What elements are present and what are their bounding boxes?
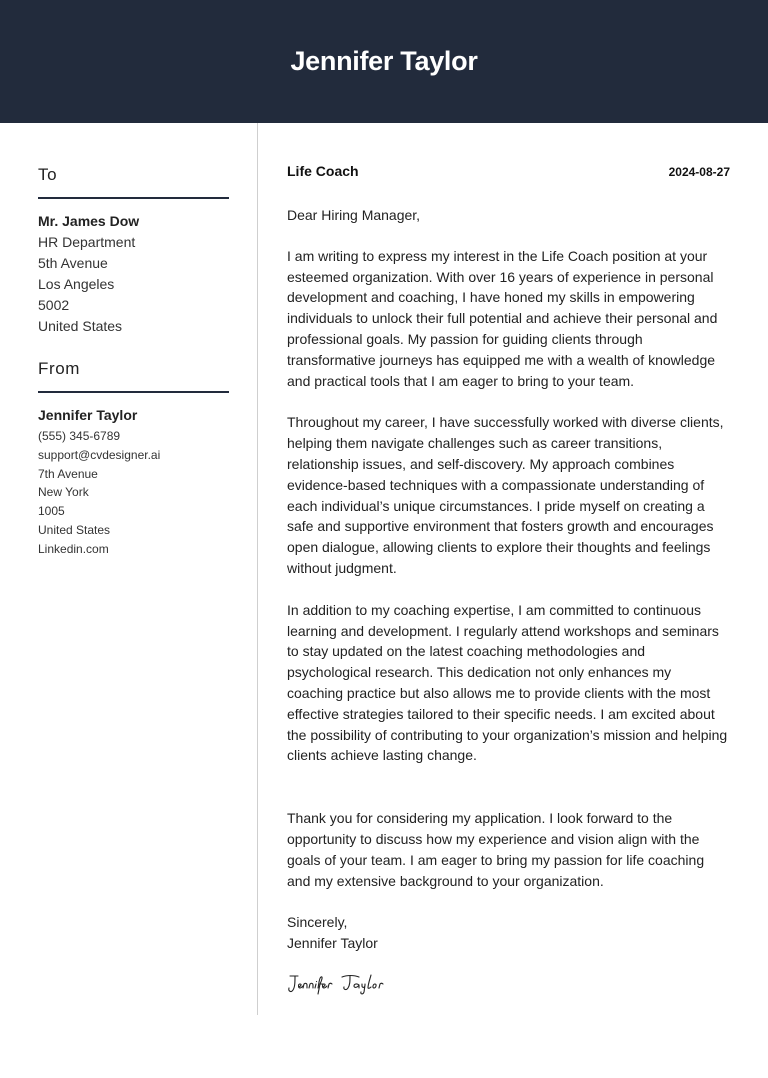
sender-city: New York — [38, 485, 89, 500]
column-divider — [257, 123, 258, 1015]
signer-name: Jennifer Taylor — [287, 935, 378, 952]
recipient-address — [38, 232, 229, 337]
sender-contact — [38, 427, 229, 559]
to-section-title: To — [38, 165, 58, 184]
sender-country: United States — [38, 522, 111, 537]
paragraph-2: Throughout my career, I have successfully worked with diverse clients, helping them navigate challenges such as career transitions, relationship issues, and self-discovery. My approach combines evidence-based techniques with a compassionate understanding of each individual’s unique circumstances. I pride myself on creating a safe and supportive environment that fosters growth and encourages open dialogue, allowing clients to explore their thoughts and feelings without judgment. — [287, 414, 724, 576]
to-section-rule — [38, 197, 229, 199]
letter-meta — [287, 163, 730, 179]
sender-phone: (555) 345-6789 — [38, 429, 121, 443]
job-title: Life Coach — [287, 163, 359, 179]
recipient-city: Los Angeles — [38, 276, 115, 292]
sender-linkedin: Linkedin.com — [38, 541, 109, 556]
closing — [287, 912, 730, 954]
recipient-postal-code: 5002 — [38, 297, 70, 313]
paragraph-4: Thank you for considering my application. I look forward to the opportunity to discuss how my experience and vision align with the goals of your team. I am eager to bring my passion for life coaching and my extensive background to your organization. — [287, 810, 705, 889]
letter-date: 2024-08-27 — [668, 165, 730, 179]
sender-name: Jennifer Taylor — [38, 407, 138, 423]
sender-street: 7th Avenue — [38, 466, 98, 481]
sign-off: Sincerely, — [287, 914, 348, 931]
recipient-street: 5th Avenue — [38, 255, 108, 271]
from-section-rule — [38, 391, 229, 393]
applicant-name: Jennifer Taylor — [290, 45, 478, 76]
recipient-department: HR Department — [38, 234, 136, 250]
recipient-country: United States — [38, 318, 123, 334]
letter-body — [287, 123, 730, 1001]
sender-email: support@cvdesigner.ai — [38, 447, 161, 462]
handwritten-signature — [287, 972, 407, 996]
paragraph-3: In addition to my coaching expertise, I am committed to continuous learning and development. I regularly attend workshops and seminars to stay updated on the latest coaching methodologies and psychological research. This dedication not only enhances my coaching practice but also allows me to provide clients with the most effective strategies tailored to their specific needs. I am excited about the possibility of contributing to your organization’s mission and helping clients achieve lasting change. — [287, 601, 728, 764]
from-section-title: From — [38, 359, 81, 378]
header-banner — [0, 0, 768, 123]
recipient-name: Mr. James Dow — [38, 213, 140, 229]
greeting: Dear Hiring Manager, — [287, 207, 421, 223]
sidebar — [38, 123, 229, 559]
sender-postal-code: 1005 — [38, 504, 65, 519]
paragraph-1: I am writing to express my interest in the Life Coach position at your esteemed organization. With over 16 years of experience in personal development and coaching, I have honed my skills in empowering individuals to unlock their full potential and achieve their personal and professional goals. My passion for guiding clients through transformative journeys has equipped me with a wealth of knowledge and practical tools that I am eager to bring to your team. — [287, 247, 718, 389]
